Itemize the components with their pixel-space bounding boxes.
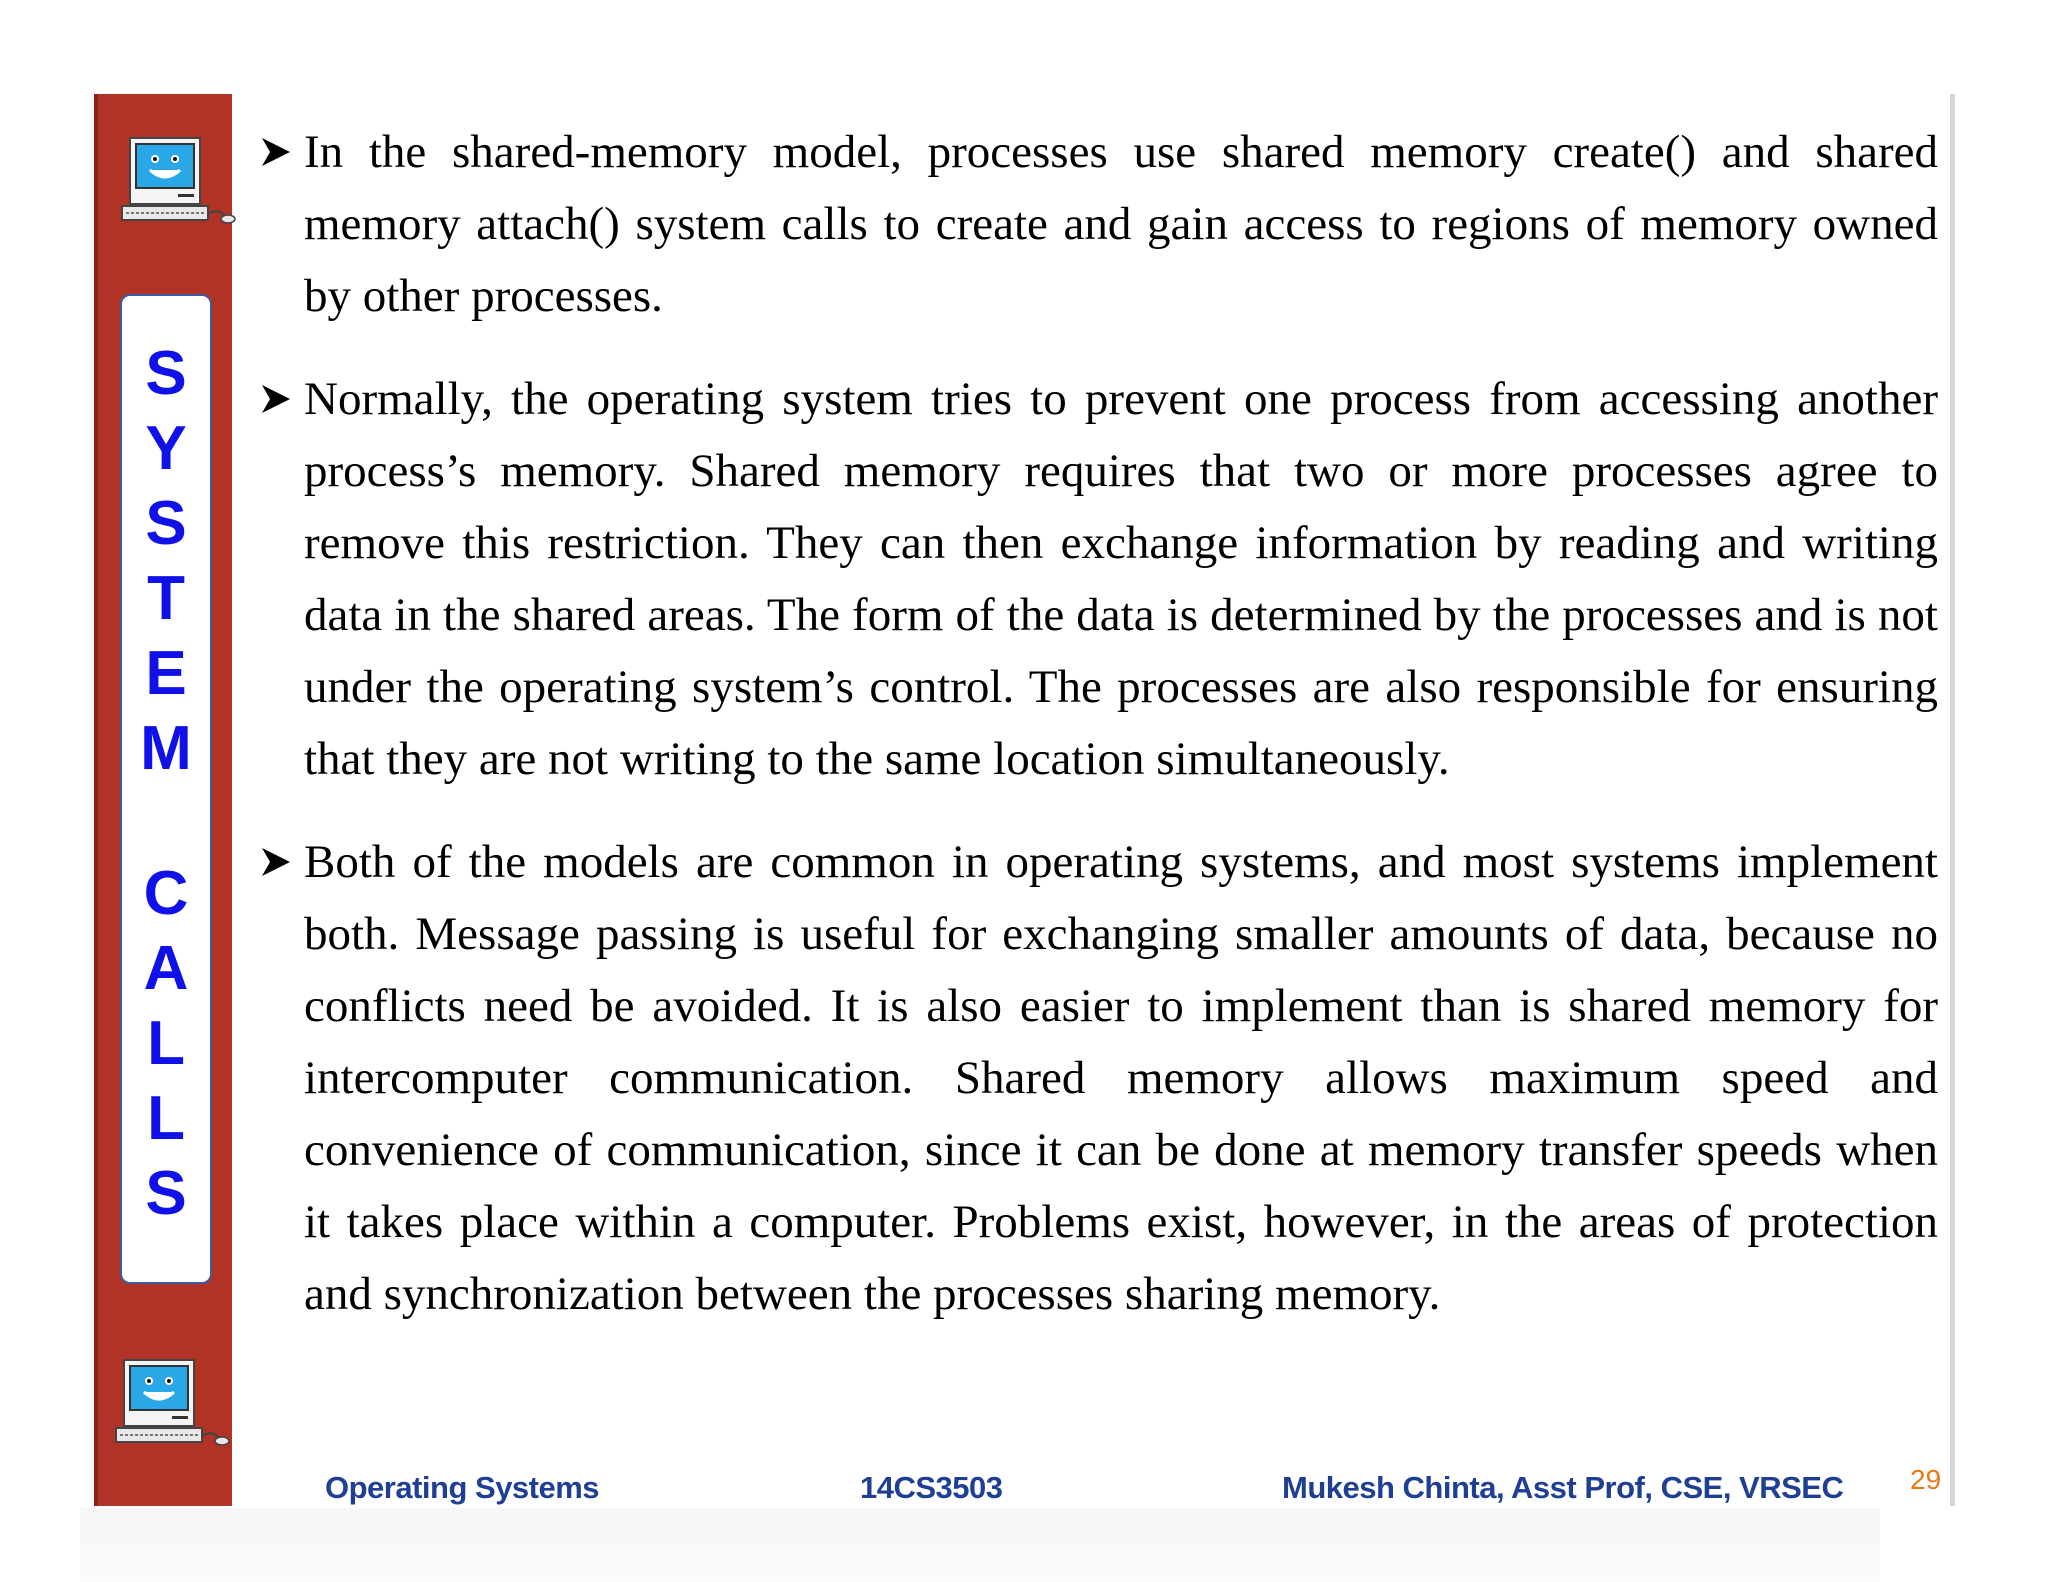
title-word-gap bbox=[122, 786, 210, 856]
title-letter: S bbox=[145, 1159, 187, 1228]
title-letter: L bbox=[147, 1009, 185, 1078]
bottom-shade bbox=[80, 1508, 1880, 1582]
bullet-paragraph bbox=[258, 116, 1938, 332]
arrowhead-bullet-icon bbox=[258, 363, 296, 435]
paragraph-text: Normally, the operating system tries to prevent one process from accessing another process’s memory. Shared memory requires that two or more processes agree to remove this restriction. They can then exchange information by reading and writing data in the shared areas. The form of the data is determined by the processes and is not under the operating system’s control. The processes are also responsible for ensuring that they are not writing to the same location simultaneously. bbox=[304, 373, 1938, 785]
title-letter: A bbox=[143, 934, 189, 1003]
vertical-title-box bbox=[120, 294, 212, 1284]
title-letter: C bbox=[143, 859, 189, 928]
bullet-paragraph bbox=[258, 826, 1938, 1330]
footer-course-code: 14CS3503 bbox=[860, 1470, 1003, 1505]
paragraph-text: In the shared-memory model, processes use shared memory create() and shared memory attach() system calls to create and gain access to regions of memory owned by other processes. bbox=[304, 126, 1938, 322]
footer-course: Operating Systems bbox=[325, 1470, 600, 1505]
arrowhead-bullet-icon bbox=[258, 116, 296, 188]
slide-number: 29 bbox=[1910, 1464, 1942, 1495]
right-border bbox=[1950, 94, 1955, 1506]
bullet-paragraph bbox=[258, 363, 1938, 795]
title-letter: E bbox=[145, 639, 187, 708]
arrowhead-bullet-icon bbox=[258, 826, 296, 898]
vertical-title bbox=[122, 296, 210, 1231]
computer-mascot-icon bbox=[118, 134, 238, 234]
computer-mascot-icon bbox=[112, 1356, 232, 1456]
title-letter: S bbox=[145, 489, 187, 558]
sidebar-edge bbox=[94, 94, 98, 1506]
footer-author: Mukesh Chinta, Asst Prof, CSE, VRSEC bbox=[1282, 1470, 1844, 1505]
paragraph-text: Both of the models are common in operating systems, and most systems implement both. Message passing is useful for exchanging smaller amounts of data, because no conflicts need be avoided. It is also easier to implement than is shared memory for intercomputer communication. Shared memory allows maximum speed and convenience of communication, since it can be done at memory transfer speeds when it takes place within a computer. Problems exist, however, in the areas of protection and synchronization between the processes sharing memory. bbox=[304, 836, 1938, 1320]
title-letter: Y bbox=[145, 414, 187, 483]
slide-content bbox=[258, 116, 1938, 1361]
title-letter: T bbox=[147, 564, 185, 633]
title-letter: M bbox=[140, 714, 192, 783]
title-letter: S bbox=[145, 339, 187, 408]
title-letter: L bbox=[147, 1084, 185, 1153]
